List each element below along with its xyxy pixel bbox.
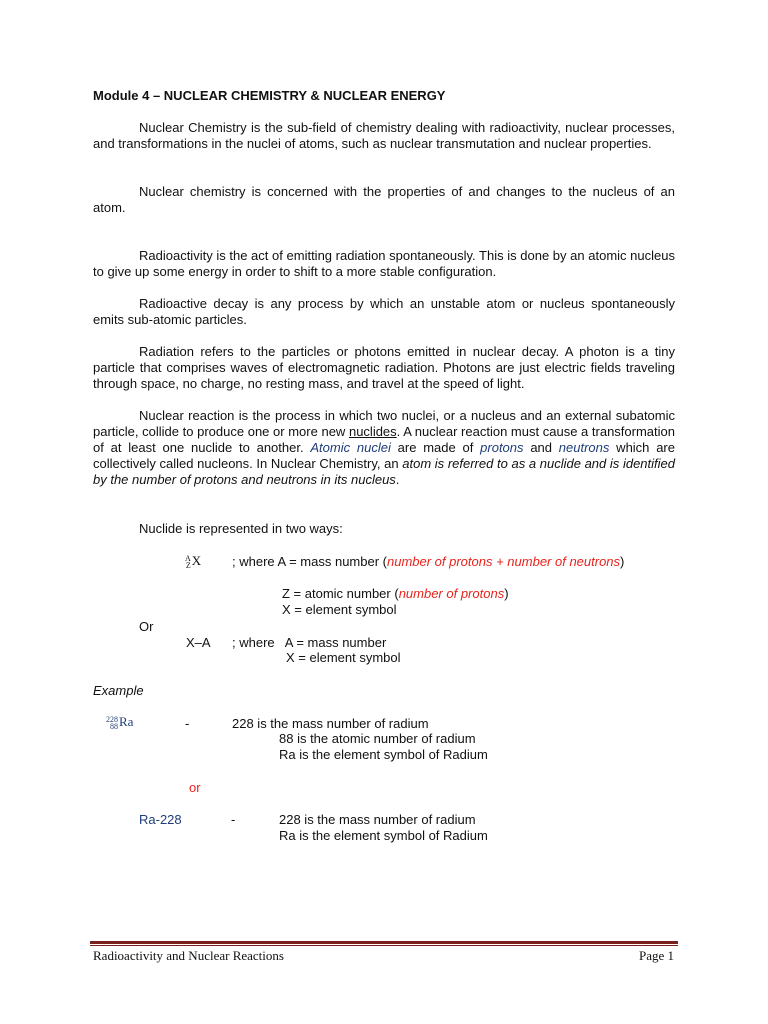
example1-nuclide-symbol: 228 88Ra	[106, 714, 134, 732]
notation2-element-symbol-line: X = element symbol	[286, 650, 401, 665]
paragraph-radioactivity: Radioactivity is the act of emitting radiation spontaneously. This is done by an atomic nucleus to give up some energy in order to shift to a more stable configuration.	[93, 248, 675, 279]
nuclide-definition-italic: atom is referred to as a nuclide and is identified by the number of protons and neutrons in its nucleus	[93, 456, 675, 487]
footer-rule-thick	[90, 941, 678, 944]
footer-page-number: Page 1	[638, 948, 674, 963]
footer-rule-thin	[90, 945, 678, 946]
notation2-form: X–A	[186, 635, 211, 650]
example2-nuclide-form: Ra-228	[139, 812, 182, 827]
notation1-atomic-number-line: Z = atomic number (number of protons)	[282, 586, 509, 601]
paragraph-radioactive-decay: Radioactive decay is any process by which an unstable atom or nucleus spontaneously emits sub-atomic particles.	[93, 296, 675, 327]
or-label-red: or	[189, 780, 201, 795]
paragraph-radiation: Radiation refers to the particles or photons emitted in nuclear decay. A photon is a tiny particle that comprises waves of electromagnetic radiation. Photons are just electric fields traveling through space, no charge, no resting mass, and travel at the speed of light.	[93, 344, 675, 391]
example1-dash: -	[185, 716, 190, 731]
example2-dash: -	[231, 812, 236, 827]
example1-line1: 228 is the mass number of radium	[232, 716, 429, 731]
protons-term: protons	[480, 440, 524, 455]
paragraph-nuclear-chemistry-definition: Nuclear Chemistry is the sub-field of chemistry dealing with radioactivity, nuclear processes, and transformations in the nuclei of atoms, such as nuclear transmutation and nuclear properties.	[93, 120, 675, 151]
notation1-mass-number-line: ; where A = mass number (number of protons + number of neutrons)	[232, 554, 625, 569]
nuclides-term: nuclides	[348, 424, 397, 439]
page-title: Module 4 – NUCLEAR CHEMISTRY & NUCLEAR ENERGY	[93, 88, 446, 103]
example2-line1: 228 is the mass number of radium	[279, 812, 476, 827]
paragraph-nuclear-reaction: Nuclear reaction is the process in which two nuclei, or a nucleus and an external subatomic particle, collide to produce one or more new nuclides. A nuclear reaction must cause a transformation of at least one nuclide to another. Atomic nuclei are made of protons and neutrons which are collectively called nucleons. In Nuclear Chemistry, an atom is referred to as a nuclide and is identified by the number of protons and neutrons in its nucleus.	[93, 408, 676, 487]
footer-title: Radioactivity and Nuclear Reactions	[93, 948, 284, 963]
nuclide-intro: Nuclide is represented in two ways:	[139, 521, 343, 536]
paragraph-nuclear-chemistry-concern: Nuclear chemistry is concerned with the properties of and changes to the nucleus of an atom.	[93, 184, 675, 215]
neutrons-term: neutrons	[558, 440, 610, 455]
nuclide-notation-symbol: A ZX	[185, 553, 202, 571]
example1-line2: 88 is the atomic number of radium	[279, 731, 476, 746]
example-label: Example	[93, 683, 144, 698]
example2-line2: Ra is the element symbol of Radium	[279, 828, 488, 843]
example1-line3: Ra is the element symbol of Radium	[279, 747, 488, 762]
notation1-element-symbol-line: X = element symbol	[282, 602, 397, 617]
notation2-mass-number-line: ; where A = mass number	[232, 635, 387, 650]
or-label: Or	[139, 619, 154, 634]
atomic-nuclei-term: Atomic nuclei	[310, 440, 391, 455]
